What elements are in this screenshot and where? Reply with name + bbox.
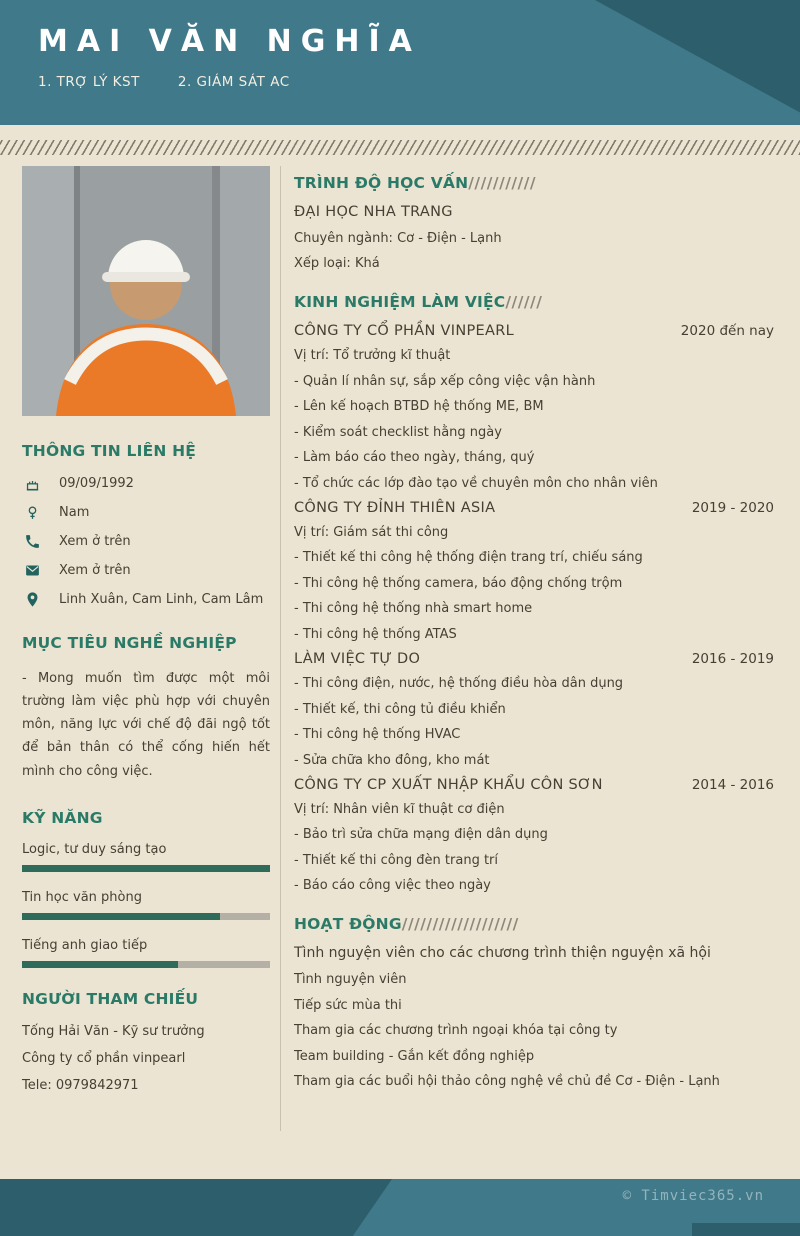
- education-section-heading: [294, 174, 774, 192]
- job-detail: - Tổ chức các lớp đào tạo về chuyên môn cho nhân viên: [294, 475, 658, 491]
- contact-item-location: [22, 591, 270, 608]
- job-detail: - Lên kế hoạch BTBD hệ thống ME, BM: [294, 399, 544, 415]
- job-company: CÔNG TY CP XUẤT NHẬP KHẨU CÔN SƠN: [294, 776, 603, 793]
- job-header: [294, 323, 774, 339]
- job-detail: Vị trí: Giám sát thi công: [294, 525, 449, 540]
- job-detail: - Báo cáo công việc theo ngày: [294, 878, 491, 894]
- education-heading-text: TRÌNH ĐỘ HỌC VẤN: [294, 174, 469, 192]
- footer: [0, 1179, 800, 1236]
- job-detail: - Thi công hệ thống ATAS: [294, 626, 457, 642]
- job-company: CÔNG TY CỔ PHẦN VINPEARL: [294, 323, 514, 340]
- contact-section-heading: THÔNG TIN LIÊN HỆ: [22, 442, 197, 460]
- education-detail: Chuyên ngành: Cơ - Điện - Lạnh: [294, 231, 502, 246]
- skill-label: Tin học văn phòng: [22, 889, 142, 905]
- candidate-name: MAI VĂN NGHĨA: [38, 24, 421, 59]
- job-period: 2019 - 2020: [691, 500, 774, 516]
- skill-item: [22, 842, 270, 872]
- birthday-icon: [22, 475, 42, 492]
- job-detail: - Thiết kế, thi công tủ điều khiển: [294, 701, 506, 717]
- job-detail: - Kiểm soát checklist hằng ngày: [294, 424, 502, 440]
- job-detail: - Thi công hệ thống camera, báo động chống trộm: [294, 575, 623, 591]
- contact-item-birthday: [22, 475, 270, 492]
- job-detail: - Thi công điện, nước, hệ thống điều hòa dân dụng: [294, 676, 624, 692]
- job-entry: [294, 651, 774, 769]
- experience-section-heading: [294, 293, 774, 311]
- job-header: [294, 777, 774, 793]
- job-company: CÔNG TY ĐỈNH THIÊN ASIA: [294, 500, 496, 516]
- objective-text: - Mong muốn tìm được một môi trường làm việc phù hợp với chuyên môn, năng lực với chế độ đãi ngộ tốt để bản thân có thể cống hiến hết mình cho công việc.: [22, 671, 270, 779]
- header-inner: [0, 0, 800, 90]
- activity-line: Tham gia các buổi hội thảo công nghệ về chủ đề Cơ - Điện - Lạnh: [294, 1073, 720, 1089]
- activity-line: Tình nguyện viên: [294, 972, 407, 988]
- decorative-slashes: //////: [505, 293, 543, 312]
- job-entry: [294, 500, 774, 644]
- job-period: 2016 - 2019: [691, 651, 774, 668]
- education-school: ĐẠI HỌC NHA TRANG: [294, 204, 453, 220]
- job-detail: - Thiết kế thi công đèn trang trí: [294, 852, 499, 868]
- contact-item-phone: [22, 533, 270, 550]
- activities-heading-text: HOẠT ĐỘNG: [294, 915, 402, 934]
- footer-accent-shape: [0, 1179, 392, 1236]
- phone-icon: [22, 533, 42, 550]
- skill-bar-track: [22, 865, 270, 872]
- contact-text: Nam: [59, 505, 90, 520]
- footer-corner-accent: [692, 1223, 800, 1236]
- job-detail: Vị trí: Tổ trưởng kĩ thuật: [294, 348, 451, 364]
- contact-text: Xem ở trên: [59, 563, 131, 578]
- decorative-slash-band: [0, 140, 800, 155]
- reference-line: Tele: 0979842971: [22, 1078, 139, 1093]
- contact-text: Xem ở trên: [59, 534, 131, 549]
- role-2: 2. GIÁM SÁT AC: [177, 74, 290, 90]
- activity-line: Tiếp sức mùa thi: [294, 997, 402, 1013]
- reference-line: Công ty cổ phần vinpearl: [22, 1050, 186, 1066]
- email-icon: [22, 562, 42, 579]
- activities-title: Tình nguyện viên cho các chương trình thiện nguyện xã hội: [294, 945, 711, 962]
- role-1: 1. TRỢ LÝ KST: [38, 74, 140, 90]
- watermark: © Timviec365.vn: [622, 1188, 764, 1204]
- job-period: 2014 - 2016: [691, 776, 774, 793]
- location-icon: [22, 591, 42, 608]
- skill-item: [22, 938, 270, 968]
- job-detail: - Làm báo cáo theo ngày, tháng, quý: [294, 450, 535, 466]
- job-entry: [294, 777, 774, 895]
- job-detail: - Bảo trì sửa chữa mạng điện dân dụng: [294, 827, 548, 843]
- activity-line: Team building - Gắn kết đồng nghiệp: [294, 1048, 535, 1064]
- gender-icon: [22, 504, 42, 521]
- job-company: LÀM VIỆC TỰ DO: [294, 651, 421, 668]
- objective-section-heading: MỤC TIÊU NGHỀ NGHIỆP: [22, 634, 237, 652]
- skill-label: Tiếng anh giao tiếp: [22, 937, 148, 953]
- job-detail: - Thi công hệ thống HVAC: [294, 727, 461, 743]
- skill-item: [22, 890, 270, 920]
- skill-bar-fill: [22, 913, 220, 920]
- contact-item-email: [22, 562, 270, 579]
- main-column: [280, 166, 774, 1131]
- job-header: [294, 500, 774, 516]
- job-header: [294, 651, 774, 667]
- references-section-heading: NGƯỜI THAM CHIẾU: [22, 989, 199, 1008]
- reference-line: Tống Hải Văn - Kỹ sư trưởng: [22, 1023, 205, 1039]
- profile-photo-placeholder: [22, 166, 270, 416]
- skill-label: Logic, tư duy sáng tạo: [22, 841, 167, 857]
- profile-photo: [22, 166, 270, 416]
- job-detail: - Sửa chữa kho đông, kho mát: [294, 752, 490, 768]
- contact-text: 09/09/1992: [59, 476, 134, 491]
- skill-bar-track: [22, 961, 270, 968]
- contact-item-gender: [22, 504, 270, 521]
- job-detail: Vị trí: Nhân viên kĩ thuật cơ điện: [294, 801, 505, 817]
- activities-section-heading: [294, 915, 774, 933]
- experience-heading-text: KINH NGHIỆM LÀM VIỆC: [294, 293, 506, 312]
- job-period: 2020 đến nay: [680, 323, 774, 340]
- job-entry: [294, 323, 774, 492]
- skill-bar-track: [22, 913, 270, 920]
- education-detail: Xếp loại: Khá: [294, 256, 380, 272]
- decorative-slashes: ///////////////////: [401, 915, 519, 934]
- activity-line: Tham gia các chương trình ngoại khóa tại công ty: [294, 1023, 618, 1039]
- job-detail: - Thiết kế thi công hệ thống điện trang trí, chiếu sáng: [294, 550, 643, 566]
- candidate-roles: [38, 74, 800, 90]
- contact-text: Linh Xuân, Cam Linh, Cam Lâm: [59, 592, 264, 607]
- sidebar-column: [22, 166, 270, 1104]
- skill-bar-fill: [22, 865, 270, 872]
- skill-bar-fill: [22, 961, 178, 968]
- job-detail: - Thi công hệ thống nhà smart home: [294, 601, 533, 617]
- content: [0, 155, 800, 1131]
- decorative-slashes: ///////////: [468, 174, 537, 192]
- job-detail: - Quản lí nhân sự, sắp xếp công việc vận hành: [294, 373, 596, 389]
- header: [0, 0, 800, 125]
- skills-section-heading: KỸ NĂNG: [22, 808, 103, 827]
